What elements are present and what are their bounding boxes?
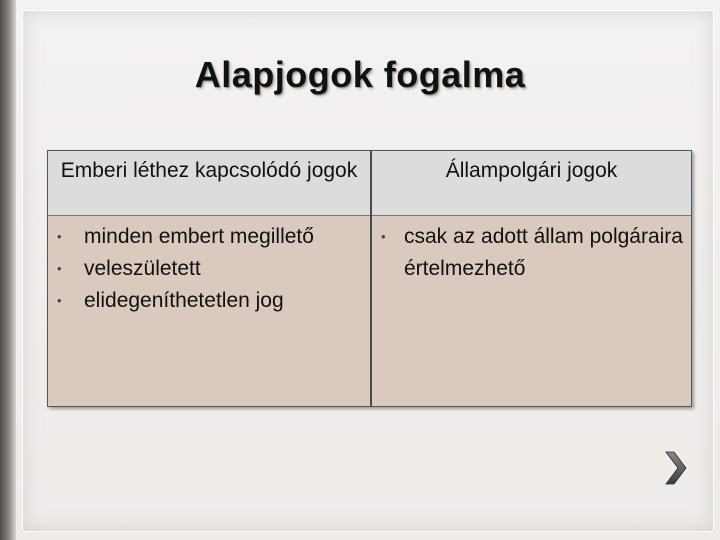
slide-title: Alapjogok fogalma — [194, 54, 526, 95]
list-item-text: elidegeníthetetlen jog — [84, 289, 284, 312]
chevron-right-icon — [662, 448, 688, 488]
list-item-text: minden embert megillető — [84, 225, 314, 248]
list-item-text: veleszületett — [84, 257, 201, 280]
bullet-icon: • — [57, 293, 62, 308]
list-item — [48, 253, 368, 285]
rights-table — [47, 150, 692, 407]
column-header-human-rights: Emberi léthez kapcsolódó jogok — [60, 159, 358, 182]
list-item-text: csak az adott állam polgáraira értelmezhető — [404, 225, 683, 280]
citizen-rights-list — [374, 221, 690, 285]
citizen-rights-cell — [374, 221, 690, 285]
human-rights-list — [48, 221, 368, 317]
human-rights-cell — [48, 221, 368, 317]
bullet-icon: • — [57, 229, 62, 244]
list-item — [374, 221, 690, 285]
column-header-citizen-rights: Állampolgári jogok — [445, 159, 618, 182]
bullet-icon: • — [57, 261, 62, 276]
bullet-icon: • — [381, 229, 386, 244]
column-divider — [370, 151, 372, 406]
list-item — [48, 221, 368, 253]
list-item — [48, 285, 368, 317]
next-slide-button[interactable] — [662, 448, 688, 488]
